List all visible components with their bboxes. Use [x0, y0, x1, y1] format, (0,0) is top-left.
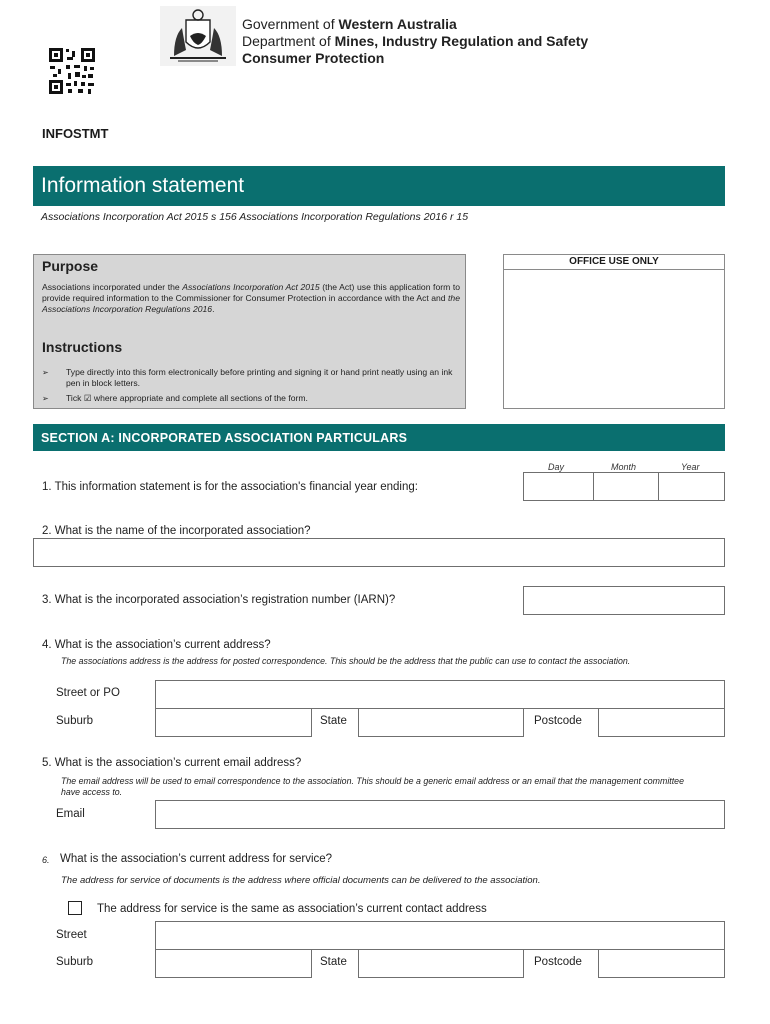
office-use-heading: OFFICE USE ONLY	[504, 255, 724, 270]
email-input[interactable]	[155, 800, 725, 829]
question-5: 5. What is the association’s current email address?	[42, 757, 302, 769]
question-1: 1. This information statement is for the association's financial year ending:	[42, 481, 418, 493]
year-input[interactable]	[658, 472, 725, 501]
service-state-label: State	[320, 956, 347, 968]
title-bar	[33, 166, 725, 206]
service-postcode-input[interactable]	[598, 949, 725, 978]
suburb-label: Suburb	[56, 715, 94, 727]
qr-code-icon	[48, 47, 96, 95]
question-6-note: The address for service of documents is the address where official documents can be delivered to the association.	[61, 875, 541, 886]
service-postcode-label: Postcode	[534, 956, 582, 968]
section-a-title: SECTION A: INCORPORATED ASSOCIATION PARTICULARS	[41, 431, 408, 445]
arrow-bullet-icon: ➢	[42, 368, 49, 377]
purpose-text: Associations incorporated under the Associations Incorporation Act 2015 (the Act) use this application form to provide required information to the Commissioner for Consumer Protection in accordance with the Act and the Associations Incorporation Regulations 2016.	[42, 282, 460, 314]
suburb-input[interactable]	[155, 708, 312, 737]
street-po-label: Street or PO	[56, 687, 120, 699]
postcode-input[interactable]	[598, 708, 725, 737]
department-name: Government of Western Australia Department of Mines, Industry Regulation and Safety Consumer Protection	[242, 16, 589, 66]
same-address-checkbox[interactable]	[68, 901, 82, 915]
month-label: Month	[611, 462, 637, 472]
service-suburb-input[interactable]	[155, 949, 312, 978]
month-input[interactable]	[593, 472, 659, 501]
question-6-number: 6.	[42, 855, 50, 865]
section-a-bar	[33, 424, 725, 451]
street-po-input[interactable]	[155, 680, 725, 709]
state-label: State	[320, 715, 347, 727]
office-use-box	[503, 254, 725, 409]
instructions-heading: Instructions	[42, 339, 123, 355]
postcode-label: Postcode	[534, 715, 582, 727]
question-5-note: The email address will be used to email correspondence to the association. This should be a generic email address or an email that the management committee have access to.	[61, 776, 684, 797]
association-name-input[interactable]	[33, 538, 725, 567]
email-label: Email	[56, 808, 85, 820]
day-label: Day	[548, 462, 565, 472]
wa-crest-icon	[160, 6, 236, 66]
service-street-input[interactable]	[155, 921, 725, 950]
arrow-bullet-icon: ➢	[42, 394, 49, 403]
form-code: INFOSTMT	[42, 126, 109, 141]
same-address-label: The address for service is the same as association’s current contact address	[97, 903, 487, 915]
iarn-input[interactable]	[523, 586, 725, 615]
question-6: What is the association’s current address for service?	[60, 853, 333, 865]
question-4: 4. What is the association’s current address?	[42, 639, 271, 651]
question-4-note: The associations address is the address for posted correspondence. This should be the address that the public can use to contact the association.	[61, 656, 631, 666]
question-3: 3. What is the incorporated association’s registration number (IARN)?	[42, 594, 396, 606]
service-state-input[interactable]	[358, 949, 524, 978]
page-title: Information statement	[41, 174, 245, 197]
legislation-subtitle: Associations Incorporation Act 2015 s 156 Associations Incorporation Regulations 2016 r 15	[41, 211, 469, 223]
question-2: 2. What is the name of the incorporated association?	[42, 525, 311, 537]
service-suburb-label: Suburb	[56, 956, 94, 968]
purpose-heading: Purpose	[42, 258, 99, 274]
year-label: Year	[681, 462, 700, 472]
service-street-label: Street	[56, 929, 87, 941]
state-input[interactable]	[358, 708, 524, 737]
purpose-panel: Purpose Associations incorporated under the Associations Incorporation Act 2015 (the Act) use this application form to provide required information to the Commissioner for Consumer Protection in accordance with the Act and the Associations Incorporation Regulations 2016. Instructions ➢ Type directly into this form electronically before printing and signing it or hand print neatly using an ink pen in block letters. ➢ Tick ☑ where appropriate and complete all sections of the form.	[33, 254, 466, 409]
day-input[interactable]	[523, 472, 594, 501]
